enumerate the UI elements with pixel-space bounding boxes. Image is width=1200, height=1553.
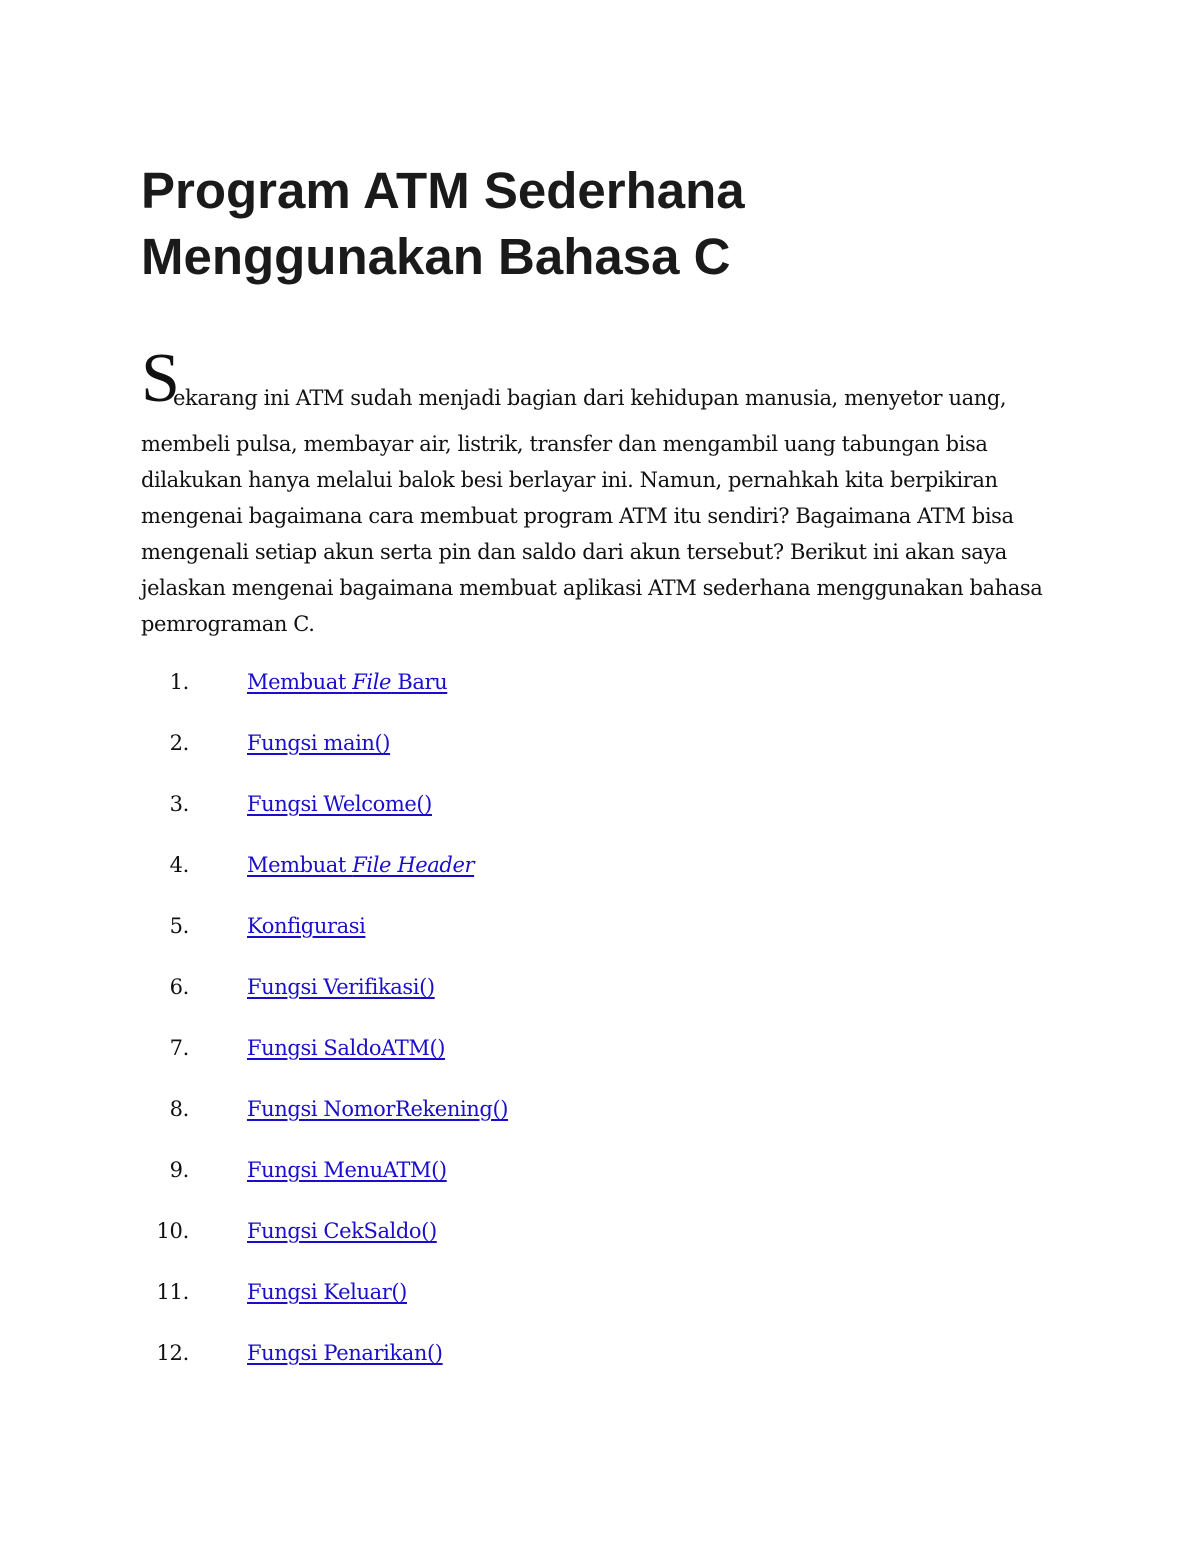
table-of-contents: [141, 662, 841, 1394]
toc-link-text[interactable]: Fungsi NomorRekening(): [247, 1097, 509, 1121]
toc-link[interactable]: [247, 784, 432, 824]
toc-link-text[interactable]: Membuat: [247, 853, 353, 877]
toc-item-number: 7.: [169, 1036, 189, 1060]
toc-link-text[interactable]: Konfigurasi: [247, 914, 366, 938]
toc-item: [141, 784, 841, 845]
toc-link-text[interactable]: Fungsi Verifikasi(): [247, 975, 435, 999]
title-line-2: Menggunakan Bahasa C: [141, 228, 731, 285]
toc-item-number: 3.: [169, 792, 189, 816]
toc-item: [141, 845, 841, 906]
toc-link-italic-text[interactable]: File Header: [352, 853, 475, 877]
toc-item-number: 8.: [169, 1097, 189, 1121]
toc-item-number: 10.: [156, 1219, 189, 1243]
intro-paragraph: [141, 340, 1071, 642]
toc-link-text[interactable]: Fungsi Welcome(): [247, 792, 432, 816]
intro-line-5: mengenali setiap akun serta pin dan saldo dari akun tersebut? Berikut ini akan saya: [141, 540, 1007, 564]
toc-link-text[interactable]: Fungsi main(): [247, 731, 391, 755]
intro-line-3: dilakukan hanya melalui balok besi berlayar ini. Namun, pernahkah kita berpikiran: [141, 468, 998, 492]
toc-item-number: 5.: [169, 914, 189, 938]
toc-link[interactable]: [247, 845, 474, 885]
intro-line-4: mengenai bagaimana cara membuat program ATM itu sendiri? Bagaimana ATM bisa: [141, 504, 1014, 528]
intro-line-6: jelaskan mengenai bagaimana membuat aplikasi ATM sederhana menggunakan bahasa: [141, 576, 1043, 600]
toc-item: [141, 1028, 841, 1089]
toc-link[interactable]: [247, 1272, 407, 1312]
toc-link-text[interactable]: Fungsi MenuATM(): [247, 1158, 447, 1182]
toc-item-number: 6.: [169, 975, 189, 999]
toc-item-number: 9.: [169, 1158, 189, 1182]
intro-line-2: membeli pulsa, membayar air, listrik, transfer dan mengambil uang tabungan bisa: [141, 432, 988, 456]
toc-item-number: 4.: [169, 853, 189, 877]
toc-link[interactable]: [247, 1150, 447, 1190]
intro-first-line-text: ekarang ini ATM sudah menjadi bagian dari kehidupan manusia, menyetor uang,: [173, 386, 1007, 410]
toc-item-number: 2.: [169, 731, 189, 755]
toc-item: [141, 662, 841, 723]
intro-first-line: [141, 340, 1071, 417]
toc-link-text[interactable]: Fungsi Penarikan(): [247, 1341, 443, 1365]
toc-item-number: 12.: [156, 1341, 189, 1365]
toc-item: [141, 1333, 841, 1394]
toc-item-number: 11.: [156, 1280, 189, 1304]
toc-link-text[interactable]: Membuat: [247, 670, 353, 694]
toc-link[interactable]: [247, 662, 447, 702]
toc-item: [141, 1089, 841, 1150]
toc-link-text[interactable]: Fungsi SaldoATM(): [247, 1036, 446, 1060]
toc-link[interactable]: [247, 1089, 508, 1129]
toc-item: [141, 723, 841, 784]
title-line-1: Program ATM Sederhana: [141, 162, 745, 219]
page-title: [141, 158, 1101, 290]
toc-link-text-suffix[interactable]: Baru: [391, 670, 448, 694]
intro-line-7: pemrograman C.: [141, 612, 315, 636]
toc-item: [141, 906, 841, 967]
toc-item: [141, 1150, 841, 1211]
toc-link[interactable]: [247, 906, 365, 946]
toc-link[interactable]: [247, 1211, 437, 1251]
toc-link-text[interactable]: Fungsi Keluar(): [247, 1280, 407, 1304]
toc-link[interactable]: [247, 723, 390, 763]
toc-link[interactable]: [247, 967, 435, 1007]
toc-link-text[interactable]: Fungsi CekSaldo(): [247, 1219, 437, 1243]
toc-item-number: 1.: [169, 670, 189, 694]
drop-cap: S: [141, 340, 180, 417]
toc-link[interactable]: [247, 1028, 445, 1068]
toc-link-italic-text[interactable]: File: [352, 670, 392, 694]
toc-item: [141, 1272, 841, 1333]
toc-link[interactable]: [247, 1333, 443, 1373]
toc-item: [141, 1211, 841, 1272]
toc-item: [141, 967, 841, 1028]
